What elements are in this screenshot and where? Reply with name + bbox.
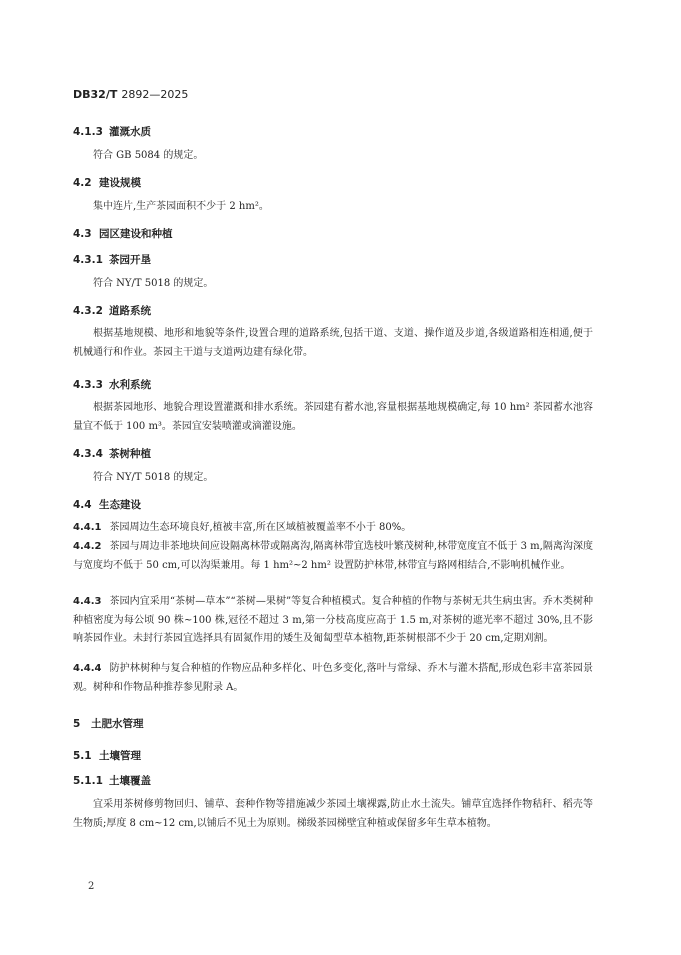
clause-4-4-4 bbox=[73, 660, 593, 697]
section-number: 4.3.1 bbox=[73, 254, 103, 266]
clause-text: 茶园内宜采用“茶树—草本”“茶树—果树”等复合种植模式。复合种植的作物与茶树无共生病虫害。乔木类树种种植密度为每公顷 90 株~100 株,冠径不超过 3 m,第一分枝高度应高于 1.5 m,对茶树的遮光率不超过 30%,且不影响茶园作业。未封行茶园宜选择具有固氮作用的矮生及匍匐型草本植物,距茶树根部不少于 20 cm,定期刈割。 bbox=[73, 596, 593, 644]
section-number: 4.3.4 bbox=[73, 448, 103, 460]
clause-4-4-1 bbox=[73, 519, 593, 538]
section-number: 4.4 bbox=[73, 499, 92, 511]
standard-prefix: DB32/T bbox=[73, 88, 118, 101]
page-number: 2 bbox=[88, 881, 95, 892]
heading-4-3-4 bbox=[73, 446, 151, 461]
paragraph-4-3-1: 符合 NY/T 5018 的规定。 bbox=[93, 278, 214, 289]
clause-number: 4.4.2 bbox=[73, 541, 102, 552]
heading-4-3-2 bbox=[73, 303, 151, 318]
paragraph-4-3-2: 根据基地规模、地形和地貌等条件,设置合理的道路系统,包括干道、支道、操作道及步道,各级道路相连相通,便于机械通行和作业。茶园主干道与支道两边建有绿化带。 bbox=[73, 328, 593, 358]
section-title: 茶园开垦 bbox=[109, 254, 151, 266]
clause-number: 4.4.4 bbox=[73, 663, 102, 674]
section-number: 4.3.3 bbox=[73, 379, 103, 391]
clause-4-4-2 bbox=[73, 538, 593, 575]
section-title: 水利系统 bbox=[109, 379, 151, 391]
section-number: 4.3.2 bbox=[73, 305, 103, 317]
standard-number: 2892—2025 bbox=[121, 88, 189, 101]
heading-4-1-3 bbox=[73, 124, 151, 139]
section-title: 灌溉水质 bbox=[109, 126, 151, 138]
section-title: 土壤覆盖 bbox=[109, 775, 151, 787]
clause-number: 4.4.3 bbox=[73, 596, 102, 607]
section-number: 5 bbox=[73, 718, 81, 730]
standard-code bbox=[73, 88, 188, 101]
heading-5-1 bbox=[73, 748, 141, 763]
heading-4-3-3 bbox=[73, 377, 151, 392]
section-title: 建设规模 bbox=[99, 177, 141, 189]
clause-text: 茶园周边生态环境良好,植被丰富,所在区域植被覆盖率不小于 80%。 bbox=[109, 522, 412, 533]
section-title: 园区建设和种植 bbox=[99, 228, 173, 240]
section-number: 5.1.1 bbox=[73, 775, 103, 787]
section-title: 生态建设 bbox=[99, 499, 141, 511]
section-number: 4.1.3 bbox=[73, 126, 103, 138]
section-title: 土肥水管理 bbox=[91, 718, 144, 730]
paragraph-4-3-4: 符合 NY/T 5018 的规定。 bbox=[93, 472, 214, 483]
section-title: 茶树种植 bbox=[109, 448, 151, 460]
heading-4-4 bbox=[73, 497, 141, 512]
heading-5-1-1 bbox=[73, 773, 151, 788]
clause-4-4-3 bbox=[73, 593, 593, 649]
section-title: 土壤管理 bbox=[99, 750, 141, 762]
paragraph-4-1-3: 符合 GB 5084 的规定。 bbox=[93, 150, 204, 161]
paragraph-5-1-1: 宜采用茶树修剪物回归、铺草、套种作物等措施减少茶园土壤裸露,防止水土流失。铺草宜选择作物秸秆、稻壳等生物质;厚度 8 cm~12 cm,以铺后不见土为原则。梯级茶园梯壁宜种植或保留多年生草本植物。 bbox=[73, 799, 593, 829]
clause-number: 4.4.1 bbox=[73, 522, 102, 533]
heading-4-2 bbox=[73, 175, 141, 190]
clause-text: 防护林树种与复合种植的作物应品种多样化、叶色多变化,落叶与常绿、乔木与灌木搭配,形成色彩丰富茶园景观。树种和作物品种推荐参见附录 A。 bbox=[73, 663, 593, 693]
section-number: 4.3 bbox=[73, 228, 92, 240]
heading-5 bbox=[73, 716, 144, 731]
heading-4-3 bbox=[73, 226, 173, 241]
section-number: 5.1 bbox=[73, 750, 92, 762]
paragraph-4-2: 集中连片,生产茶园面积不少于 2 hm²。 bbox=[93, 201, 269, 212]
paragraph-4-3-3: 根据茶园地形、地貌合理设置灌溉和排水系统。茶园建有蓄水池,容量根据基地规模确定,每 10 hm² 茶园蓄水池容量宜不低于 100 m³。茶园宜安装喷灌或滴灌设施。 bbox=[73, 402, 593, 432]
heading-4-3-1 bbox=[73, 252, 151, 267]
clause-text: 茶园与周边非茶地块间应设隔离林带或隔离沟,隔离林带宜选枝叶繁茂树种,林带宽度宜不低于 3 m,隔离沟深度与宽度均不低于 50 cm,可以沟渠兼用。每 1 hm²~2 hm² 设置防护林带,林带宜与路网相结合,不影响机械作业。 bbox=[73, 541, 593, 571]
section-number: 4.2 bbox=[73, 177, 92, 189]
section-title: 道路系统 bbox=[109, 305, 151, 317]
